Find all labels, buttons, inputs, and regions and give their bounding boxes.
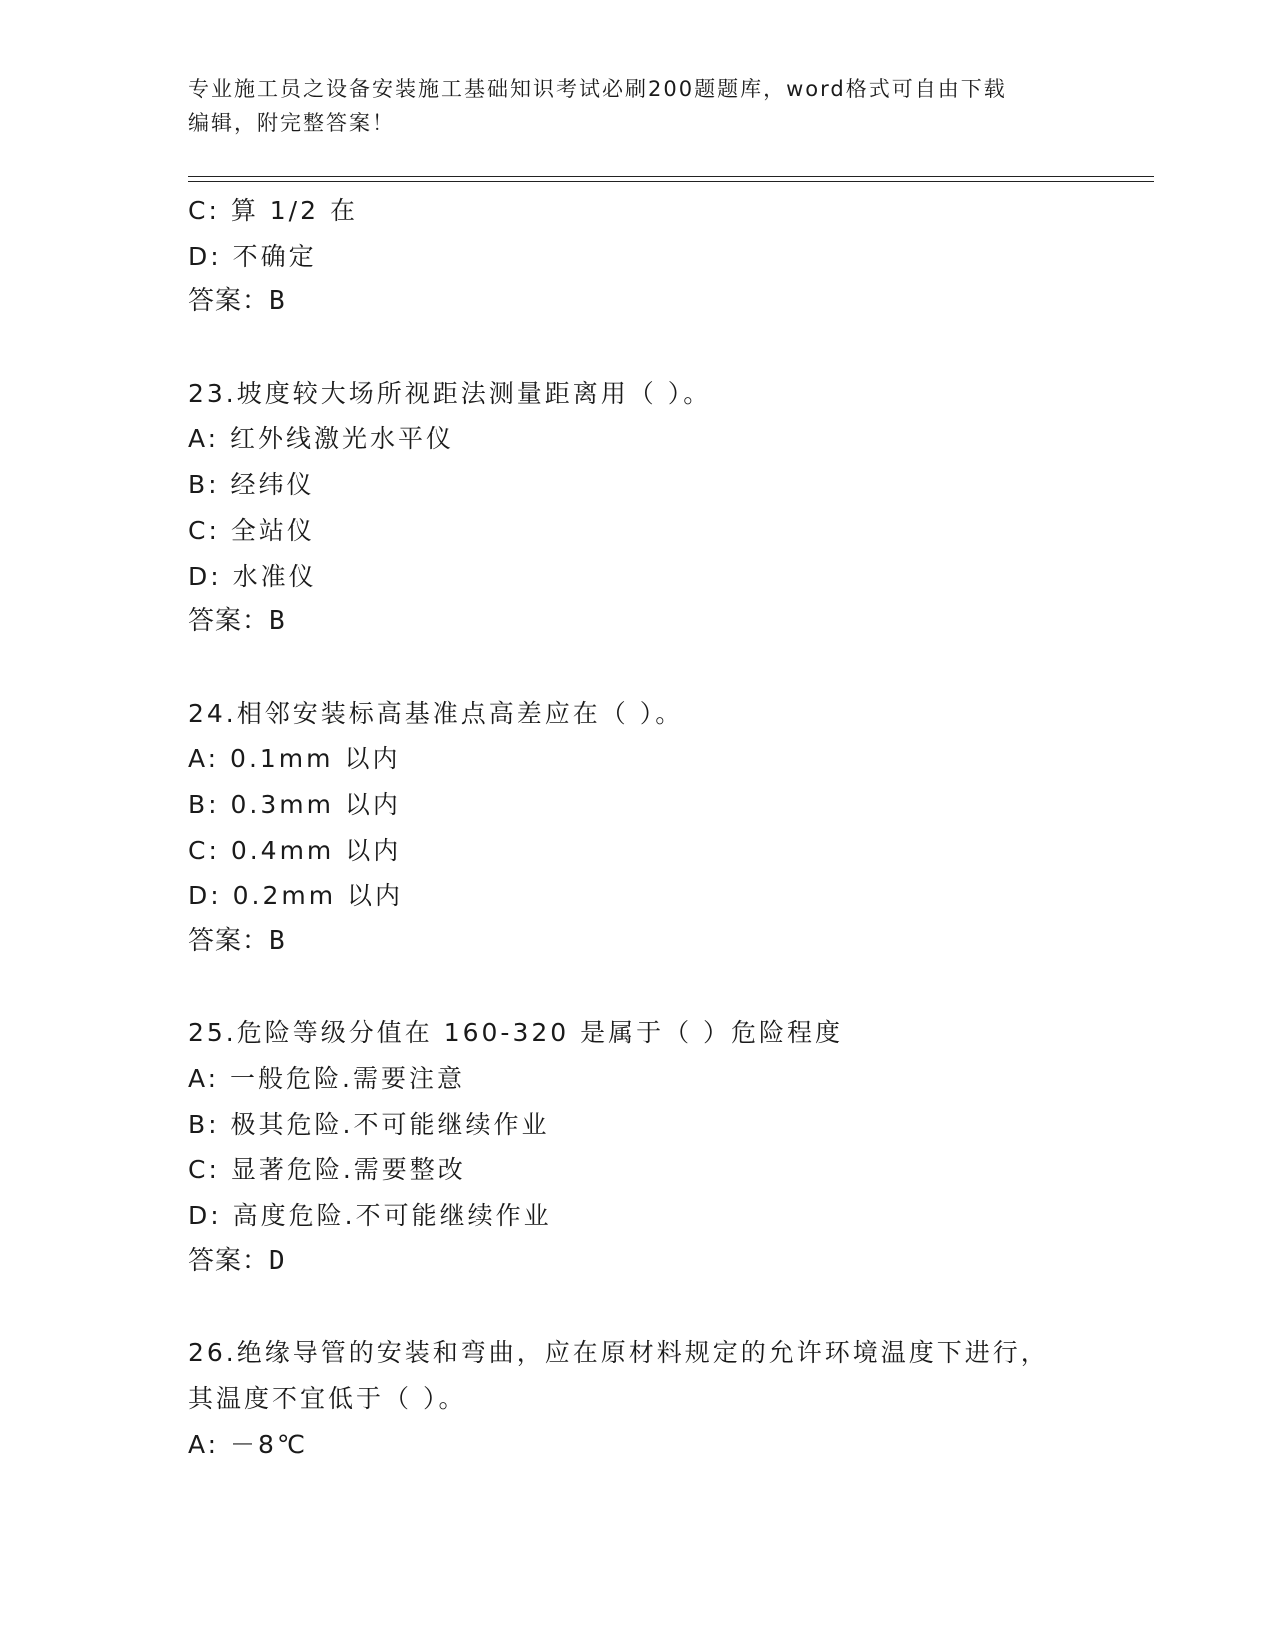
question-26 xyxy=(188,1330,1128,1467)
spacer xyxy=(188,965,1128,1011)
option-a: A: 0.1mm 以内 xyxy=(188,744,401,774)
option-c: C: 0.4mm 以内 xyxy=(188,835,402,865)
option-d: D: 不确定 xyxy=(188,241,317,271)
option-d: D: 0.2mm 以内 xyxy=(188,881,404,911)
question-text-line-1: 26.绝缘导管的安装和弯曲，应在原材料规定的允许环境温度下进行， xyxy=(188,1338,1049,1368)
option-a: A: －8℃ xyxy=(188,1429,309,1459)
header-divider-bottom xyxy=(188,181,1154,182)
option-a: A: 红外线激光水平仪 xyxy=(188,424,455,454)
option-b: B: 经纬仪 xyxy=(188,470,315,500)
option-c: C: 算 1/2 在 xyxy=(188,196,358,225)
option-b: B: 极其危险.不可能继续作业 xyxy=(188,1109,550,1139)
answer: 答案：B xyxy=(188,286,286,317)
question-text: 25.危险等级分值在 160-320 是属于（ ）危险程度 xyxy=(188,1018,844,1048)
question-24 xyxy=(188,691,1128,965)
option-d: D: 高度危险.不可能继续作业 xyxy=(188,1201,552,1231)
spacer xyxy=(188,645,1128,691)
prev-question-tail xyxy=(188,188,1128,325)
answer: 答案：B xyxy=(188,926,286,956)
answer: 答案：B xyxy=(188,606,286,637)
question-23 xyxy=(188,371,1128,645)
header-divider-top xyxy=(188,176,1154,177)
question-text: 23.坡度较大场所视距法测量距离用（ ）。 xyxy=(188,378,712,408)
question-25 xyxy=(188,1010,1128,1284)
question-list xyxy=(188,188,1128,1467)
option-c: C: 全站仪 xyxy=(188,515,315,545)
option-c: C: 显著危险.需要整改 xyxy=(188,1155,466,1185)
question-text-line-2: 其温度不宜低于（ ）。 xyxy=(188,1383,467,1413)
option-d: D: 水准仪 xyxy=(188,561,317,591)
answer: 答案：D xyxy=(188,1245,286,1276)
header-title-line-1: 专业施工员之设备安装施工基础知识考试必刷200题题库，word格式可自由下载 xyxy=(188,77,1007,101)
spacer xyxy=(188,325,1128,371)
document-header xyxy=(188,72,1088,140)
question-text: 24.相邻安装标高基准点高差应在（ ）。 xyxy=(188,698,684,728)
option-a: A: 一般危险.需要注意 xyxy=(188,1064,465,1094)
option-b: B: 0.3mm 以内 xyxy=(188,789,401,819)
header-title-line-2: 编辑，附完整答案！ xyxy=(188,111,395,135)
spacer xyxy=(188,1285,1128,1331)
